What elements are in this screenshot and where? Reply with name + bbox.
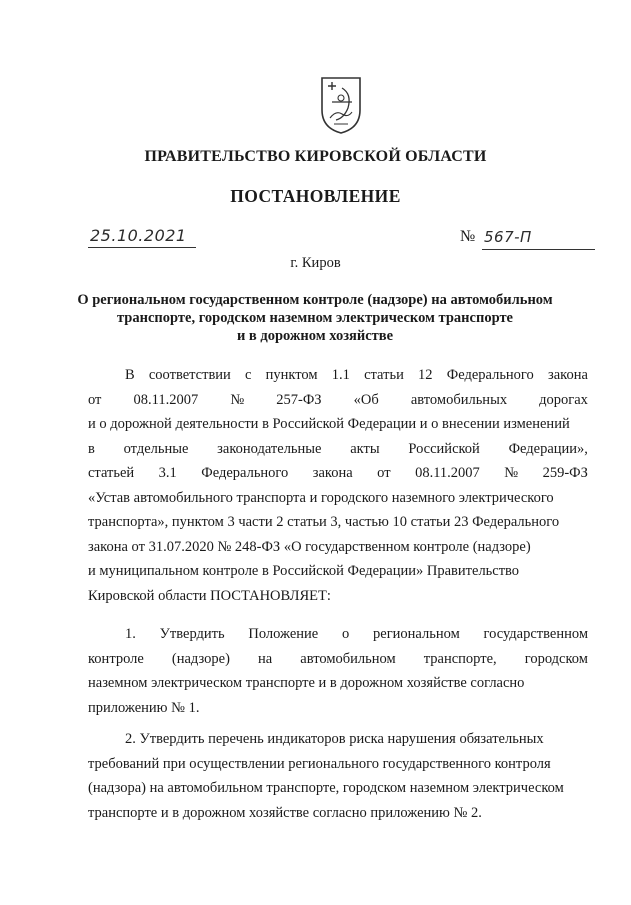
text-line: контроле (надзоре) на автомобильном транспорте, городском bbox=[88, 650, 588, 667]
document-number bbox=[460, 228, 595, 254]
text-line: закона от 31.07.2020 № 248-ФЗ «О государственном контроле (надзоре) bbox=[88, 538, 531, 555]
text-line: «Устав автомобильного транспорта и городского наземного электрического bbox=[88, 489, 554, 506]
paragraph-preamble bbox=[88, 367, 588, 612]
text-line: приложению № 1. bbox=[88, 699, 200, 716]
text-line: в отдельные законодательные акты Российской Федерации», bbox=[88, 440, 588, 457]
date-underline bbox=[88, 247, 196, 248]
text-line: Кировской области ПОСТАНОВЛЯЕТ: bbox=[88, 587, 331, 604]
text-line: 1. Утвердить Положение о региональном государственном bbox=[125, 626, 588, 642]
coat-of-arms-icon bbox=[318, 74, 364, 136]
handwritten-number: 567-П bbox=[484, 228, 532, 246]
document-subject bbox=[60, 291, 570, 345]
text-line: 2. Утвердить перечень индикаторов риска нарушения обязательных bbox=[125, 731, 544, 747]
text-line: статьей 3.1 Федерального закона от 08.11.2007 № 259-ФЗ bbox=[88, 465, 588, 481]
government-title: ПРАВИТЕЛЬСТВО КИРОВСКОЙ ОБЛАСТИ bbox=[144, 148, 487, 165]
text-line: (надзора) на автомобильном транспорте, городском наземном электрическом bbox=[88, 780, 564, 796]
text-line: транспорта», пунктом 3 части 2 статьи 3, частью 10 статьи 23 Федерального bbox=[88, 514, 560, 530]
text-line: требований при осуществлении регионального государственного контроля bbox=[88, 755, 551, 772]
document-date bbox=[88, 224, 196, 250]
text-line: наземном электрическом транспорте и в дорожном хозяйстве согласно bbox=[88, 675, 525, 691]
subject-line: и в дорожном хозяйстве bbox=[236, 328, 394, 344]
text-line: транспорте и в дорожном хозяйстве согласно приложению № 2. bbox=[88, 804, 482, 821]
paragraph-item-2 bbox=[88, 731, 588, 829]
paragraph-item-1 bbox=[88, 626, 588, 724]
text-line: от 08.11.2007 № 257-ФЗ «Об автомобильных дорогах bbox=[88, 391, 588, 408]
document-type: ПОСТАНОВЛЕНИЕ bbox=[230, 186, 401, 206]
text-line: В соответствии с пунктом 1.1 статьи 12 Федерального закона bbox=[125, 367, 588, 383]
subject-line: О региональном государственном контроле (надзоре) на автомобильном bbox=[77, 292, 553, 308]
number-sign: № bbox=[460, 228, 476, 245]
city: г. Киров bbox=[290, 255, 341, 271]
text-line: и о дорожной деятельности в Российской Федерации и о внесении изменений bbox=[88, 416, 570, 432]
number-underline bbox=[482, 249, 595, 250]
subject-line: транспорте, городском наземном электрическом транспорте bbox=[117, 310, 513, 326]
text-line: и муниципальном контроле в Российской Федерации» Правительство bbox=[88, 563, 520, 579]
handwritten-date: 25.10.2021 bbox=[90, 226, 187, 245]
